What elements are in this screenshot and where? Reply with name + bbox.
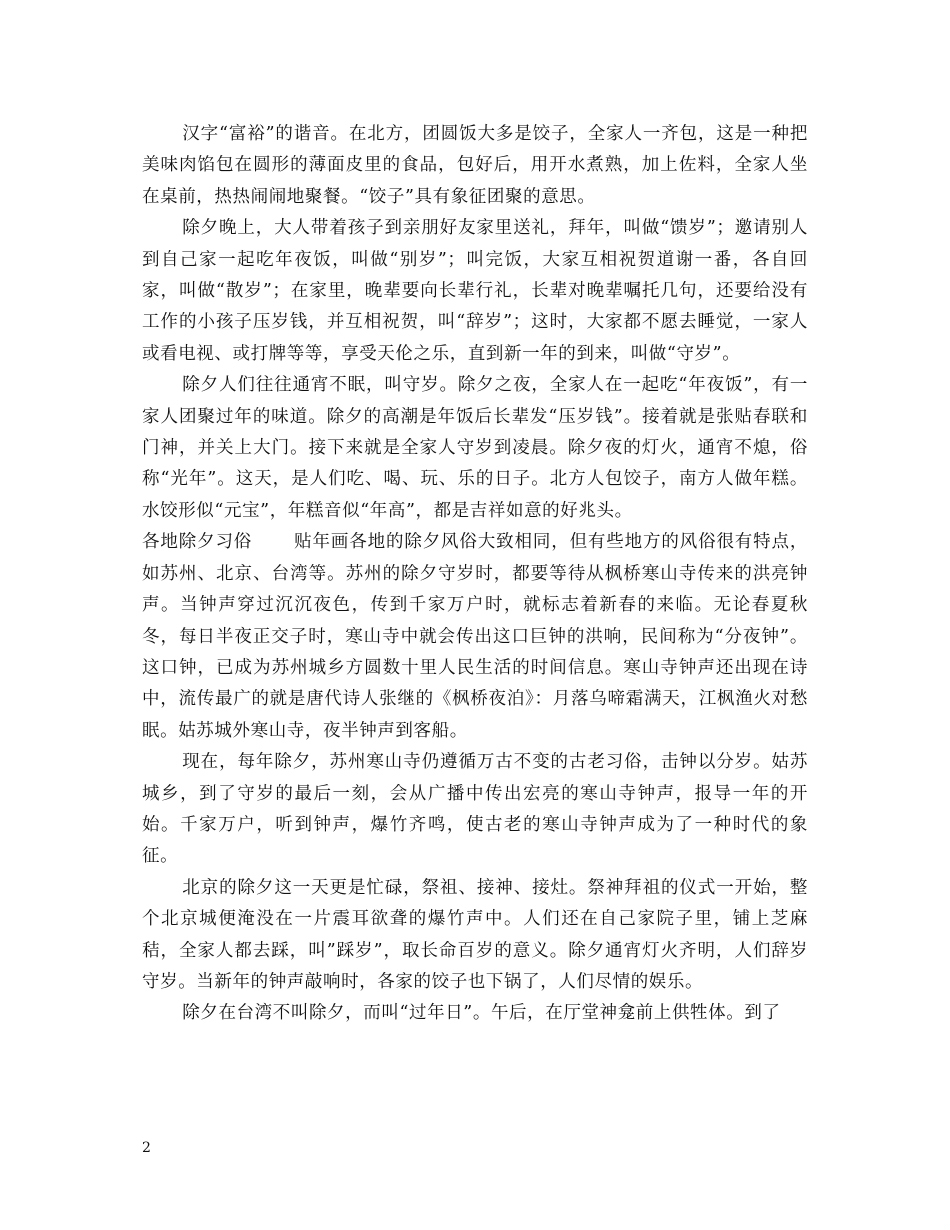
paragraph-regional-customs — [142, 527, 808, 747]
paragraph-staying-up: 除夕人们往往通宵不眠，叫守岁。除夕之夜，全家人在一起吃“年夜饭”，有一家人团聚过年的味道。除夕的高潮是年饭后长辈发“压岁钱”。接着就是张贴春联和门神，并关上大门。接下来就是全家人守岁到凌晨。除夕夜的灯火，通宵不熄，俗称“光年”。这天，是人们吃、喝、玩、乐的日子。北方人包饺子，南方人做年糕。水饺形似“元宝”，年糕音似“年高”，都是吉祥如意的好兆头。 — [142, 375, 808, 521]
page-number: 2 — [142, 1140, 151, 1156]
paragraph-new-year-eve-visits: 除夕晚上，大人带着孩子到亲朋好友家里送礼，拜年，叫做“馈岁”；邀请别人到自己家一起吃年夜饭，叫做“别岁”；叫完饭，大家互相祝贺道谢一番，各自回家，叫做“散岁”；在家里，晚辈要向长辈行礼，长辈对晚辈嘱托几句，还要给没有工作的小孩子压岁钱，并互相祝贺，叫“辞岁”；这时，大家都不愿去睡觉，一家人或看电视、或打牌等等，享受天伦之乐，直到新一年的到来，叫做“守岁”。 — [142, 218, 808, 364]
paragraph-taiwan: 除夕在台湾不叫除夕，而叫“过年日”。午后，在厅堂神龛前上供牲体。到了 — [182, 1003, 781, 1024]
paragraph-suzhou-bell: 现在，每年除夕，苏州寒山寺仍遵循万古不变的古老习俗，击钟以分岁。姑苏城乡，到了守岁的最后一刻，会从广播中传出宏亮的寒山寺钟声，报导一年的开始。千家万户，听到钟声，爆竹齐鸣，使古老的寒山寺钟声成为了一种时代的象征。 — [142, 752, 808, 867]
section-title: 各地除夕习俗 — [142, 532, 253, 553]
body-text — [142, 119, 808, 1030]
paragraph-beijing: 北京的除夕这一天更是忙碌，祭祖、接神、接灶。祭神拜祖的仪式一开始，整个北京城便淹没在一片震耳欲聋的爆竹声中。人们还在自己家院子里，铺上芝麻秸，全家人都去踩，叫”踩岁”，取长命百岁的意义。除夕通宵灯火齐明，人们辞岁守岁。当新年的钟声敲响时，各家的饺子也下锅了，人们尽情的娱乐。 — [142, 877, 808, 992]
paragraph-dumplings: 汉字“富裕”的谐音。在北方，团圆饭大多是饺子，全家人一齐包，这是一种把美味肉馅包在圆形的薄面皮里的食品，包好后，用开水煮熟，加上佐料，全家人坐在桌前，热热闹闹地聚餐。“饺子”具有象征团聚的意思。 — [142, 124, 808, 207]
paragraph-regional-customs-text: 贴年画各地的除夕风俗大致相同，但有些地方的风俗很有特点，如苏州、北京、台湾等。苏州的除夕守岁时，都要等待从枫桥寒山寺传来的洪亮钟声。当钟声穿过沉沉夜色，传到千家万户时，就标志着新春的来临。无论春夏秋冬，每日半夜正交子时，寒山寺中就会传出这口巨钟的洪响，民间称为“分夜钟”。这口钟，已成为苏州城乡方圆数十里人民生活的时间信息。寒山寺钟声还出现在诗中，流传最广的就是唐代诗人张继的《枫桥夜泊》：月落乌啼霜满天，江枫渔火对愁眠。姑苏城外寒山寺，夜半钟声到客船。 — [142, 532, 808, 741]
